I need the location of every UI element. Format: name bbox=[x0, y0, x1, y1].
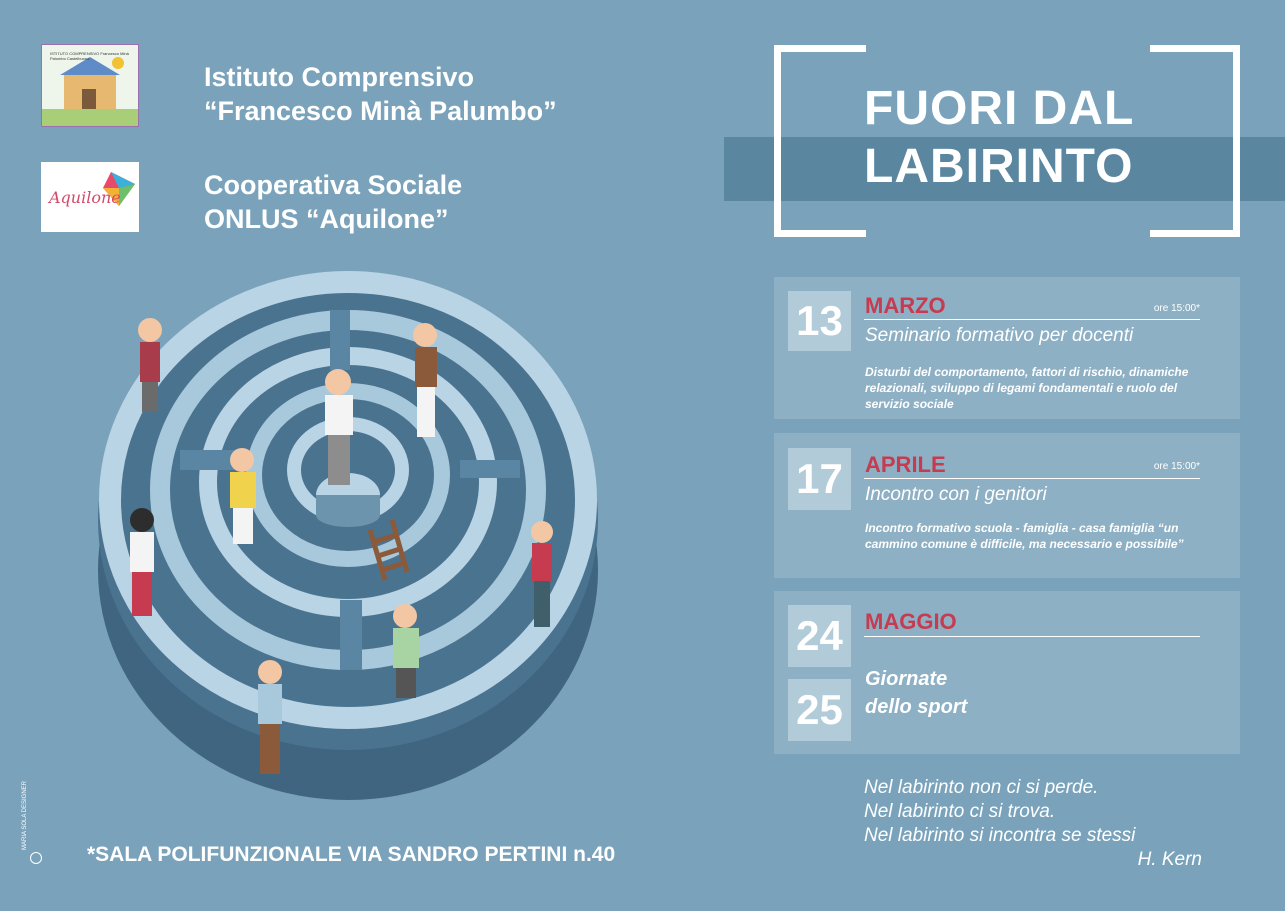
org2-name bbox=[204, 168, 462, 236]
maze-illustration bbox=[80, 270, 620, 830]
event-description: Disturbi del comportamento, fattori di rischio, dinamiche relazionali, sviluppo di legami fondamentali e ruolo del servizio sociale bbox=[865, 365, 1189, 411]
quote-line3: Nel labirinto si incontra se stessi bbox=[864, 825, 1136, 846]
title-line1: FUORI DAL bbox=[864, 82, 1135, 135]
event-card-may bbox=[774, 591, 1240, 754]
event-title: Seminario formativo per docenti bbox=[865, 325, 1134, 346]
aquilone-logo bbox=[41, 162, 139, 232]
school-logo bbox=[41, 44, 139, 127]
event-time: ore 15:00* bbox=[1153, 303, 1200, 314]
school-logo-text: ISTITUTO COMPRENSIVO Francesco Minà Palumbo Castelbuono bbox=[50, 51, 129, 61]
title-bracket-left bbox=[774, 45, 866, 237]
event-rule bbox=[864, 636, 1200, 637]
org2-line2: ONLUS “Aquilone” bbox=[204, 204, 449, 234]
quote-line2: Nel labirinto ci si trova. bbox=[864, 801, 1056, 822]
title-bracket-right bbox=[1150, 45, 1240, 237]
event-month: MAGGIO bbox=[865, 609, 957, 634]
quote-line1: Nel labirinto non ci si perde. bbox=[864, 777, 1099, 798]
event-day: 17 bbox=[788, 448, 851, 510]
quote-author: H. Kern bbox=[1137, 849, 1202, 870]
event-day-2: 25 bbox=[788, 679, 851, 741]
venue-footer: *SALA POLIFUNZIONALE VIA SANDRO PERTINI n.40 bbox=[87, 843, 616, 866]
event-rule bbox=[864, 478, 1200, 479]
title-line2: LABIRINTO bbox=[864, 140, 1134, 193]
event-rule bbox=[864, 319, 1200, 320]
event-time: ore 15:00* bbox=[1153, 461, 1200, 472]
event-title-line1: Giornate bbox=[865, 668, 948, 690]
event-title bbox=[865, 665, 967, 721]
event-title-line2: dello sport bbox=[865, 696, 968, 718]
org1-line2: “Francesco Minà Palumbo” bbox=[204, 96, 557, 126]
event-card-march bbox=[774, 277, 1240, 419]
org2-line1: Cooperativa Sociale bbox=[204, 170, 463, 200]
event-day: 24 bbox=[788, 605, 851, 667]
event-month: APRILE bbox=[865, 452, 946, 477]
event-title bbox=[864, 80, 1134, 196]
event-description: Incontro formativo scuola - famiglia - casa famiglia “un cammino comune è difficile, ma necessario e possibile” bbox=[865, 521, 1184, 551]
event-card-april bbox=[774, 433, 1240, 578]
designer-credit: MARIA SOLA DESIGNER bbox=[22, 780, 28, 850]
aquilone-logo-text: Aquilone bbox=[49, 188, 121, 207]
event-title: Incontro con i genitori bbox=[865, 484, 1047, 505]
quote bbox=[864, 776, 1202, 872]
org1-line1: Istituto Comprensivo bbox=[204, 62, 475, 92]
event-day: 13 bbox=[788, 291, 851, 351]
org1-name bbox=[204, 60, 557, 128]
designer-logo-icon bbox=[30, 852, 42, 864]
event-month: MARZO bbox=[865, 293, 946, 318]
